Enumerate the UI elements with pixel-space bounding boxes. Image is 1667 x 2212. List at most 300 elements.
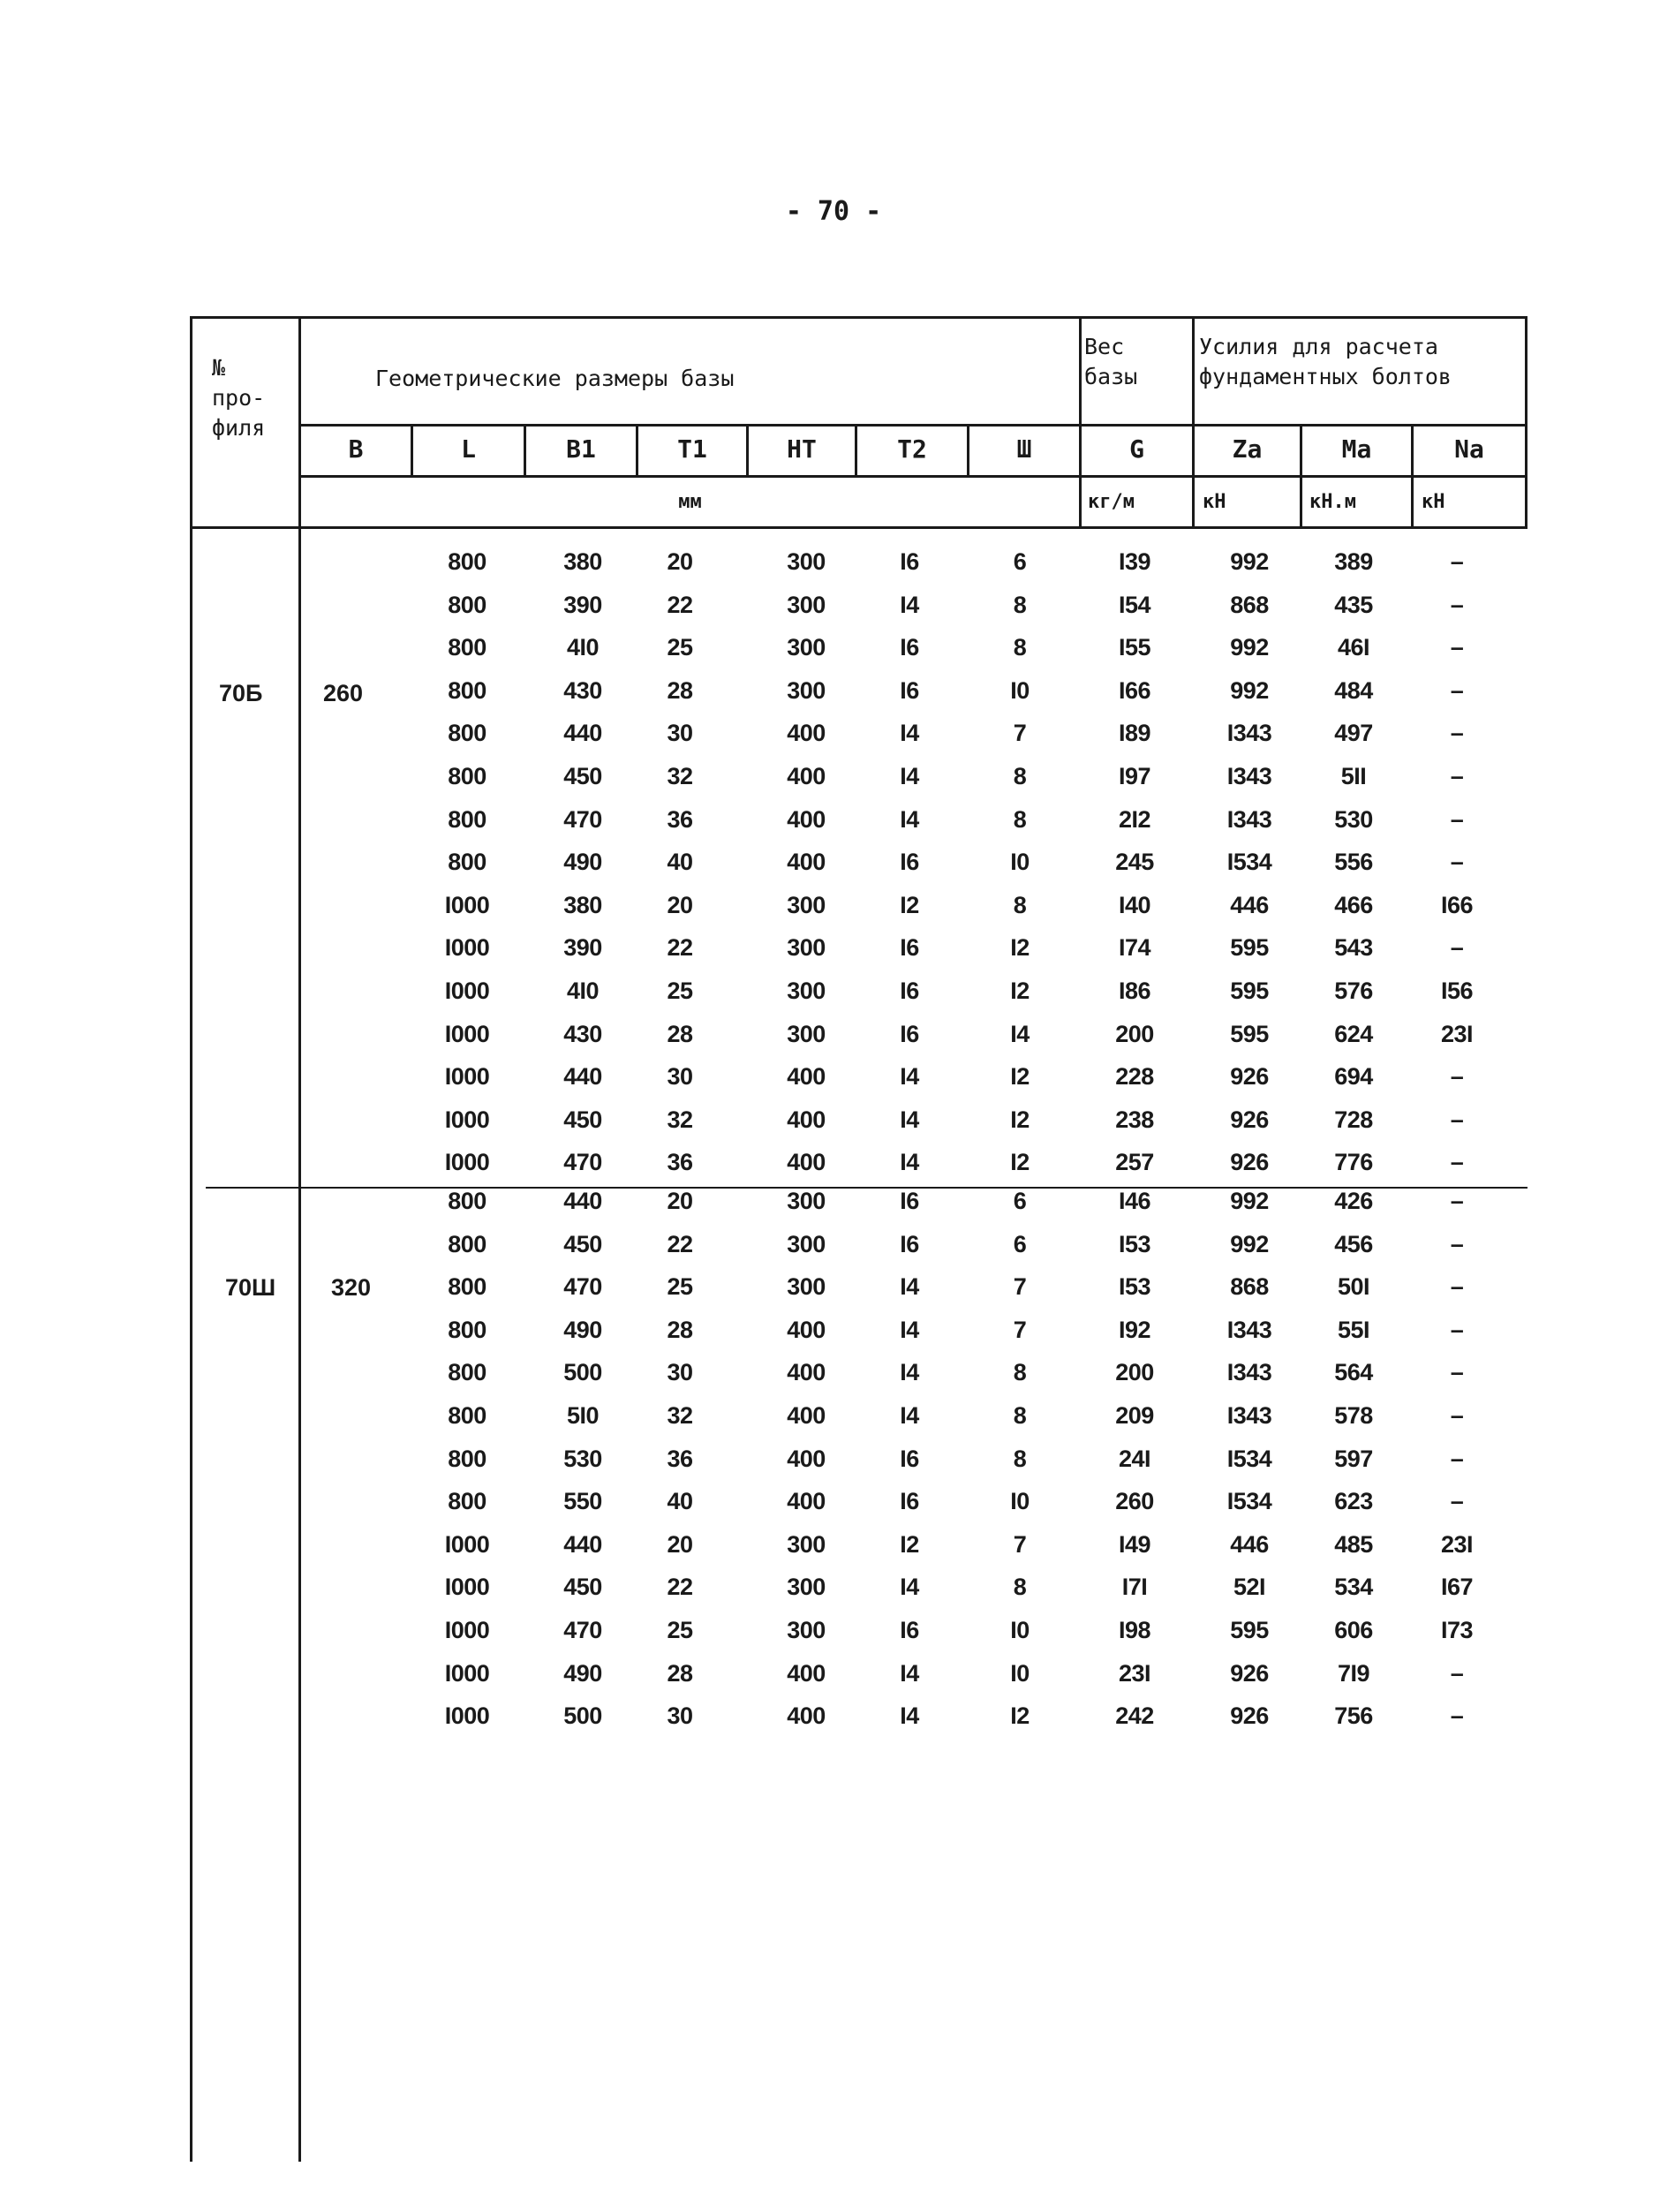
cell-t1: 32 [667, 763, 693, 789]
cell-sh: 7 [1013, 1273, 1027, 1301]
cell-g: I53 [1118, 1230, 1151, 1257]
cell-l: 800 [448, 720, 487, 747]
cell-za: 926 [1230, 1149, 1269, 1176]
cell-za: 992 [1230, 548, 1269, 575]
cell-ma: 624 [1334, 1020, 1373, 1047]
cell-za: I343 [1226, 1359, 1272, 1386]
cell-sh: 8 [1013, 634, 1027, 661]
cell-b1: 470 [563, 1273, 602, 1301]
cell-ma: 466 [1334, 891, 1373, 918]
cell-g: I92 [1118, 1316, 1151, 1343]
cell-g: I54 [1118, 591, 1151, 618]
cell-ht: 400 [787, 1106, 826, 1133]
cell-t1: 20 [667, 548, 693, 575]
cell-za: 992 [1230, 1188, 1269, 1214]
cell-t1: 25 [667, 634, 693, 661]
table-row [0, 1609, 1667, 1652]
cell-ht: 300 [787, 1530, 826, 1558]
table-row [0, 540, 1667, 584]
cell-ma: 426 [1334, 1188, 1373, 1214]
cell-g: I53 [1118, 1273, 1151, 1301]
cell-t1: 22 [667, 1230, 693, 1257]
cell-t2: I4 [900, 1316, 919, 1343]
col-header-ma: Ma [1341, 434, 1372, 464]
header-weight-line2: базы [1084, 364, 1138, 389]
cell-za: 595 [1230, 978, 1269, 1004]
page-number: - 70 - [785, 196, 882, 227]
cell-ma: 50I [1337, 1273, 1370, 1301]
cell-na: – [1450, 805, 1464, 833]
cell-t1: 30 [667, 720, 693, 747]
cell-ma: 530 [1334, 805, 1373, 833]
cell-ht: 300 [787, 934, 826, 962]
cell-b1: 450 [563, 763, 602, 789]
cell-za: 992 [1230, 676, 1269, 704]
cell-za: 926 [1230, 1702, 1269, 1730]
cell-na: – [1450, 548, 1464, 575]
cell-ht: 300 [787, 1574, 826, 1601]
cell-b1: 440 [563, 1188, 602, 1214]
header-forces-line1: Усилия для расчета [1199, 334, 1438, 359]
cell-l: 800 [448, 634, 487, 661]
cell-g: I40 [1118, 891, 1151, 918]
table-row [0, 712, 1667, 755]
weight-col-border [1079, 316, 1082, 526]
group-profile-label: 70Ш [225, 1274, 276, 1301]
cell-g: 242 [1115, 1702, 1154, 1730]
cell-za: 52I [1233, 1574, 1266, 1601]
table-row [0, 1055, 1667, 1098]
header-profile-no-line3: филя [212, 415, 266, 441]
cell-na: – [1450, 934, 1464, 962]
cell-za: I534 [1226, 1445, 1272, 1472]
cell-g: I7I [1121, 1574, 1148, 1601]
table-row [0, 1566, 1667, 1609]
cell-sh: I0 [1010, 1659, 1030, 1687]
cell-l: I000 [444, 978, 490, 1004]
cell-ma: 578 [1334, 1402, 1373, 1429]
cell-za: 868 [1230, 1273, 1269, 1301]
cell-l: I000 [444, 1063, 490, 1091]
table-row [0, 884, 1667, 927]
table-row [0, 926, 1667, 970]
cell-g: I97 [1118, 763, 1151, 789]
cell-l: I000 [444, 1702, 490, 1730]
table-row [0, 798, 1667, 842]
cell-za: 595 [1230, 1020, 1269, 1047]
cell-t2: I6 [900, 676, 919, 704]
cell-za: I534 [1226, 849, 1272, 876]
cell-sh: 8 [1013, 1402, 1027, 1429]
cell-t1: 28 [667, 1316, 693, 1343]
cell-l: I000 [444, 1020, 490, 1047]
cell-t1: 20 [667, 1530, 693, 1558]
cell-sh: 6 [1013, 548, 1027, 575]
cell-l: 800 [448, 763, 487, 789]
cell-t2: I4 [900, 720, 919, 747]
cell-b1: 470 [563, 1149, 602, 1176]
cell-g: I66 [1118, 676, 1151, 704]
cell-l: I000 [444, 1617, 490, 1643]
cell-t1: 28 [667, 1020, 693, 1047]
cell-b1: 500 [563, 1359, 602, 1386]
cell-l: I000 [444, 1574, 490, 1601]
cell-sh: I2 [1010, 1149, 1030, 1176]
cell-na: 23I [1440, 1020, 1474, 1047]
cell-t2: I2 [900, 891, 919, 918]
cell-l: I000 [444, 891, 490, 918]
table-row [0, 1695, 1667, 1738]
cell-l: 800 [448, 1488, 487, 1515]
cell-ht: 300 [787, 676, 826, 704]
cell-ma: 694 [1334, 1063, 1373, 1091]
cell-na: – [1450, 1063, 1464, 1091]
table-right-border [1525, 316, 1527, 526]
table-row [0, 1309, 1667, 1352]
table-row [0, 970, 1667, 1013]
cell-t2: I6 [900, 978, 919, 1004]
cell-za: 446 [1230, 1530, 1269, 1558]
col-header-b1: B1 [566, 434, 596, 464]
cell-t2: I4 [900, 591, 919, 618]
cell-g: 260 [1115, 1488, 1154, 1515]
cell-t1: 36 [667, 805, 693, 833]
unit-ma: кН.м [1309, 491, 1356, 513]
cell-sh: I0 [1010, 1488, 1030, 1515]
cell-ma: 564 [1334, 1359, 1373, 1386]
cell-sh: 8 [1013, 891, 1027, 918]
cell-g: 209 [1115, 1402, 1154, 1429]
cell-na: – [1450, 763, 1464, 789]
cell-t1: 36 [667, 1445, 693, 1472]
header-profile-no [212, 353, 265, 443]
cell-sh: I0 [1010, 1617, 1030, 1643]
table-row [0, 1180, 1667, 1223]
cell-g: 228 [1115, 1063, 1154, 1091]
cell-na: – [1450, 1702, 1464, 1730]
cell-na: – [1450, 1230, 1464, 1257]
table-row [0, 1652, 1667, 1695]
cell-na: I73 [1440, 1617, 1474, 1643]
cell-t2: I6 [900, 1488, 919, 1515]
cell-na: 23I [1440, 1530, 1474, 1558]
cell-na: – [1450, 1659, 1464, 1687]
cell-na: – [1450, 1359, 1464, 1386]
cell-t2: I4 [900, 1106, 919, 1133]
col-header-l: L [461, 434, 476, 464]
cell-t1: 22 [667, 934, 693, 962]
unit-geometry: мм [678, 491, 702, 513]
col-header-b: B [348, 434, 364, 464]
cell-ma: 389 [1334, 548, 1373, 575]
forces-col-border [1192, 316, 1195, 526]
cell-ht: 400 [787, 805, 826, 833]
cell-l: 800 [448, 1359, 487, 1386]
table-row [0, 669, 1667, 713]
cell-sh: 7 [1013, 1530, 1027, 1558]
cell-t1: 32 [667, 1106, 693, 1133]
table-row [0, 1013, 1667, 1056]
cell-na: I67 [1440, 1574, 1474, 1601]
cell-na: – [1450, 1273, 1464, 1301]
table-row [0, 1265, 1667, 1309]
cell-t1: 22 [667, 591, 693, 618]
cell-ht: 300 [787, 1230, 826, 1257]
cell-b1: 430 [563, 676, 602, 704]
header-profile-no-line1: № [212, 355, 226, 381]
cell-t2: I4 [900, 805, 919, 833]
cell-l: I000 [444, 1659, 490, 1687]
cell-na: – [1450, 1106, 1464, 1133]
cell-na: – [1450, 1445, 1464, 1472]
cell-b1: 5I0 [566, 1402, 600, 1429]
cell-ht: 300 [787, 1020, 826, 1047]
cell-b1: 470 [563, 805, 602, 833]
cell-sh: 8 [1013, 1574, 1027, 1601]
col-header-za: Za [1232, 434, 1263, 464]
table-row [0, 1523, 1667, 1567]
cell-na: I66 [1440, 891, 1474, 918]
unit-za: кН [1203, 491, 1226, 513]
table-row [0, 1351, 1667, 1394]
cell-b1: 450 [563, 1106, 602, 1133]
cell-t2: I4 [900, 763, 919, 789]
cell-na: – [1450, 1488, 1464, 1515]
cell-t1: 28 [667, 1659, 693, 1687]
cell-ht: 300 [787, 1617, 826, 1643]
cell-za: 926 [1230, 1106, 1269, 1133]
table-row [0, 584, 1667, 627]
cell-sh: 8 [1013, 1445, 1027, 1472]
cell-g: I89 [1118, 720, 1151, 747]
cell-ht: 300 [787, 591, 826, 618]
cell-na: I56 [1440, 978, 1474, 1004]
cell-l: 800 [448, 849, 487, 876]
cell-za: 992 [1230, 1230, 1269, 1257]
cell-za: I343 [1226, 805, 1272, 833]
cell-ht: 300 [787, 548, 826, 575]
col-header-t2: T2 [897, 434, 927, 464]
cell-t2: I4 [900, 1702, 919, 1730]
cell-g: I49 [1118, 1530, 1151, 1558]
cell-sh: I0 [1010, 676, 1030, 704]
header-bottom-border [190, 526, 1527, 529]
cell-sh: I4 [1010, 1020, 1030, 1047]
cell-t2: I4 [900, 1273, 919, 1301]
table-row [0, 841, 1667, 884]
cell-ht: 300 [787, 1273, 826, 1301]
cell-ma: 497 [1334, 720, 1373, 747]
cell-t2: I6 [900, 1230, 919, 1257]
cell-g: I46 [1118, 1188, 1151, 1214]
cell-sh: 6 [1013, 1230, 1027, 1257]
cell-ma: 543 [1334, 934, 1373, 962]
cell-ma: 576 [1334, 978, 1373, 1004]
cell-b1: 450 [563, 1574, 602, 1601]
cell-ht: 400 [787, 1149, 826, 1176]
cell-ht: 400 [787, 849, 826, 876]
cell-ht: 400 [787, 1702, 826, 1730]
cell-ma: 534 [1334, 1574, 1373, 1601]
cell-t1: 30 [667, 1063, 693, 1091]
cell-ht: 300 [787, 634, 826, 661]
cell-g: I55 [1118, 634, 1151, 661]
cell-t2: I4 [900, 1402, 919, 1429]
cell-b1: 490 [563, 1659, 602, 1687]
cell-ma: 456 [1334, 1230, 1373, 1257]
cell-b1: 390 [563, 591, 602, 618]
cell-t2: I6 [900, 1617, 919, 1643]
header-forces-line2: фундаментных болтов [1199, 364, 1452, 389]
header-unit-line [298, 475, 1527, 478]
cell-l: 800 [448, 1230, 487, 1257]
cell-t2: I6 [900, 1445, 919, 1472]
cell-za: 992 [1230, 634, 1269, 661]
cell-t1: 25 [667, 1617, 693, 1643]
cell-g: I98 [1118, 1617, 1151, 1643]
cell-b1: 490 [563, 1316, 602, 1343]
cell-l: 800 [448, 1445, 487, 1472]
cell-t1: 32 [667, 1402, 693, 1429]
cell-ht: 400 [787, 1488, 826, 1515]
cell-t2: I4 [900, 1574, 919, 1601]
header-geometry-title: Геометрические размеры базы [375, 366, 735, 391]
cell-na: – [1450, 849, 1464, 876]
cell-g: 238 [1115, 1106, 1154, 1133]
cell-b1: 530 [563, 1445, 602, 1472]
cell-t1: 36 [667, 1149, 693, 1176]
table-row [0, 1223, 1667, 1266]
cell-ma: 485 [1334, 1530, 1373, 1558]
cell-t2: I2 [900, 1530, 919, 1558]
cell-b1: 440 [563, 720, 602, 747]
cell-t1: 40 [667, 1488, 693, 1515]
cell-l: 800 [448, 1188, 487, 1214]
cell-ht: 400 [787, 1316, 826, 1343]
cell-na: – [1450, 720, 1464, 747]
group-b-value: 320 [331, 1274, 372, 1301]
cell-sh: 8 [1013, 591, 1027, 618]
cell-ma: 46I [1337, 634, 1370, 661]
cell-b1: 500 [563, 1702, 602, 1730]
cell-sh: I2 [1010, 1702, 1030, 1730]
cell-l: 800 [448, 805, 487, 833]
cell-ma: 623 [1334, 1488, 1373, 1515]
cell-za: 446 [1230, 891, 1269, 918]
cell-ma: 776 [1334, 1149, 1373, 1176]
unit-weight: кг/м [1088, 491, 1135, 513]
cell-l: I000 [444, 1106, 490, 1133]
cell-l: I000 [444, 1149, 490, 1176]
cell-g: 200 [1115, 1359, 1154, 1386]
cell-b1: 470 [563, 1617, 602, 1643]
cell-b1: 430 [563, 1020, 602, 1047]
cell-t2: I6 [900, 1188, 919, 1214]
cell-za: I343 [1226, 720, 1272, 747]
cell-t1: 20 [667, 1188, 693, 1214]
table-row [0, 1141, 1667, 1184]
col-header-na: Na [1454, 434, 1484, 464]
table-row [0, 1394, 1667, 1438]
cell-sh: I2 [1010, 1063, 1030, 1091]
group-profile-label: 70Б [219, 680, 263, 706]
header-profile-no-line2: про- [212, 385, 266, 411]
cell-ma: 556 [1334, 849, 1373, 876]
cell-ma: 484 [1334, 676, 1373, 704]
cell-na: – [1450, 1149, 1464, 1176]
cell-b1: 450 [563, 1230, 602, 1257]
cell-sh: 8 [1013, 805, 1027, 833]
table-row [0, 755, 1667, 798]
cell-ma: 5II [1340, 763, 1367, 789]
cell-ht: 400 [787, 1402, 826, 1429]
cell-na: – [1450, 1316, 1464, 1343]
cell-za: 926 [1230, 1063, 1269, 1091]
cell-za: I343 [1226, 1316, 1272, 1343]
cell-l: 800 [448, 548, 487, 575]
cell-g: 245 [1115, 849, 1154, 876]
cell-za: 595 [1230, 934, 1269, 962]
cell-g: I86 [1118, 978, 1151, 1004]
cell-ma: 435 [1334, 591, 1373, 618]
cell-t2: I4 [900, 1063, 919, 1091]
cell-ma: 728 [1334, 1106, 1373, 1133]
cell-g: 257 [1115, 1149, 1154, 1176]
cell-sh: I2 [1010, 1106, 1030, 1133]
cell-b1: 390 [563, 934, 602, 962]
cell-t2: I6 [900, 849, 919, 876]
col-header-t1: T1 [677, 434, 707, 464]
cell-za: 926 [1230, 1659, 1269, 1687]
cell-za: I343 [1226, 1402, 1272, 1429]
cell-na: – [1450, 634, 1464, 661]
cell-l: 800 [448, 1402, 487, 1429]
cell-sh: 7 [1013, 1316, 1027, 1343]
cell-t2: I4 [900, 1659, 919, 1687]
cell-t1: 40 [667, 849, 693, 876]
cell-ma: 606 [1334, 1617, 1373, 1643]
cell-ht: 300 [787, 978, 826, 1004]
cell-t2: I6 [900, 548, 919, 575]
cell-ma: 597 [1334, 1445, 1373, 1472]
cell-za: I343 [1226, 763, 1272, 789]
cell-b1: 490 [563, 849, 602, 876]
cell-na: – [1450, 591, 1464, 618]
cell-l: I000 [444, 1530, 490, 1558]
cell-g: 2I2 [1118, 805, 1151, 833]
group-b-value: 260 [323, 680, 364, 706]
cell-sh: 8 [1013, 1359, 1027, 1386]
cell-b1: 440 [563, 1063, 602, 1091]
header-weight-title [1084, 332, 1137, 392]
cell-b1: 550 [563, 1488, 602, 1515]
cell-g: 23I [1118, 1659, 1151, 1687]
cell-ma: 55I [1337, 1316, 1370, 1343]
table-row [0, 1480, 1667, 1523]
cell-g: 24I [1118, 1445, 1151, 1472]
cell-l: 800 [448, 591, 487, 618]
cell-t1: 28 [667, 676, 693, 704]
cell-b1: 380 [563, 891, 602, 918]
cell-g: I74 [1118, 934, 1151, 962]
cell-t1: 30 [667, 1359, 693, 1386]
cell-sh: I2 [1010, 934, 1030, 962]
cell-ht: 300 [787, 891, 826, 918]
cell-t1: 25 [667, 978, 693, 1004]
col-header-sh: Ш [1016, 434, 1032, 464]
cell-na: – [1450, 1402, 1464, 1429]
table-row [0, 1098, 1667, 1142]
